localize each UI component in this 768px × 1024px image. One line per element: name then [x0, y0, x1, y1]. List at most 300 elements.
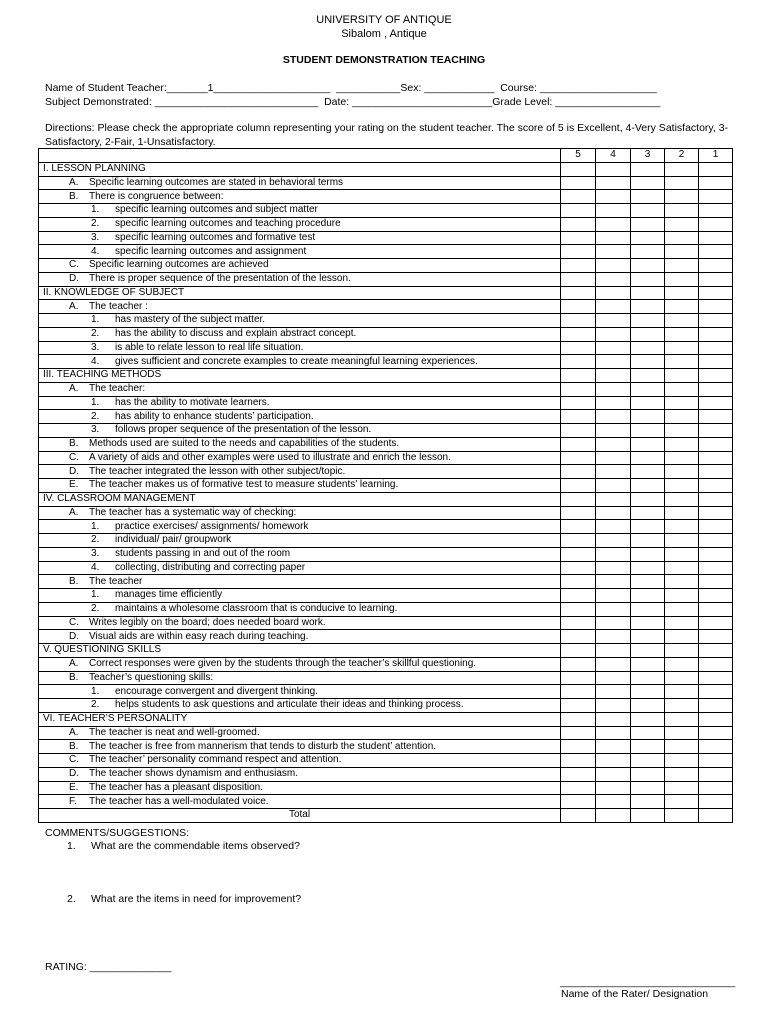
- rating-cell-3[interactable]: [631, 534, 665, 548]
- rating-cell-4[interactable]: [596, 382, 631, 396]
- item-marker: B.: [69, 671, 79, 683]
- rating-cell-3[interactable]: [631, 217, 665, 231]
- rating-cell-4[interactable]: [596, 589, 631, 603]
- rating-cell-3[interactable]: [631, 300, 665, 314]
- total-row: [39, 809, 733, 823]
- rating-cell-1[interactable]: [699, 217, 733, 231]
- rating-cell-2[interactable]: [665, 410, 699, 424]
- rating-cell-1[interactable]: [699, 795, 733, 809]
- rating-cell-1[interactable]: [699, 699, 733, 713]
- rating-cell-5[interactable]: [561, 795, 596, 809]
- item-text: Writes legibly on the board; does needed board work.: [89, 616, 326, 628]
- rating-cell-3: [631, 712, 665, 726]
- rating-cell-4[interactable]: [596, 396, 631, 410]
- rating-cell-2[interactable]: [665, 424, 699, 438]
- rating-cell-2[interactable]: [665, 341, 699, 355]
- rating-cell-1[interactable]: [699, 740, 733, 754]
- rating-cell-2[interactable]: [665, 479, 699, 493]
- section-heading: [39, 286, 561, 300]
- rating-cell-3[interactable]: [631, 382, 665, 396]
- total-cell-5[interactable]: [561, 809, 596, 823]
- item-marker: 2.: [91, 603, 100, 615]
- rating-cell-5[interactable]: [561, 424, 596, 438]
- rating-cell-3[interactable]: [631, 479, 665, 493]
- rating-cell-5[interactable]: [561, 355, 596, 369]
- rating-cell-5[interactable]: [561, 204, 596, 218]
- rating-cell-1[interactable]: [699, 451, 733, 465]
- rating-cell-3[interactable]: [631, 767, 665, 781]
- rating-cell-4[interactable]: [596, 630, 631, 644]
- rating-cell-2[interactable]: [665, 699, 699, 713]
- rating-cell-2[interactable]: [665, 451, 699, 465]
- criterion-row: [39, 699, 733, 713]
- question-1-number: 1.: [67, 840, 76, 852]
- rating-cell-2[interactable]: [665, 740, 699, 754]
- rating-cell-2[interactable]: [665, 767, 699, 781]
- rating-cell-4[interactable]: [596, 547, 631, 561]
- criterion-row: [39, 671, 733, 685]
- rating-cell-3[interactable]: [631, 602, 665, 616]
- rating-cell-2[interactable]: [665, 657, 699, 671]
- item-marker: 1.: [91, 396, 100, 408]
- rating-cell-5[interactable]: [561, 382, 596, 396]
- criterion-row: [39, 754, 733, 768]
- criterion-label: [39, 726, 561, 740]
- directions-text: Directions: Please check the appropriate column representing your rating on the student teacher. The score of 5 is Excellent, 4-Very Satisfactory, 3-Satisfactory, 2-Fair, 1-Unsatisfactory.: [45, 122, 729, 148]
- rating-cell-1[interactable]: [699, 382, 733, 396]
- rating-cell-1[interactable]: [699, 300, 733, 314]
- rating-cell-3[interactable]: [631, 630, 665, 644]
- rating-cell-1: [699, 162, 733, 176]
- rating-cell-2[interactable]: [665, 616, 699, 630]
- rating-cell-1[interactable]: [699, 589, 733, 603]
- rating-cell-4: [596, 286, 631, 300]
- item-marker: D.: [69, 630, 79, 642]
- rating-cell-2[interactable]: [665, 795, 699, 809]
- rating-cell-4[interactable]: [596, 245, 631, 259]
- rating-cell-5[interactable]: [561, 259, 596, 273]
- rating-cell-1[interactable]: [699, 314, 733, 328]
- section-title: V. QUESTIONING SKILLS: [43, 644, 162, 656]
- rating-cell-5[interactable]: [561, 726, 596, 740]
- rating-cell-4[interactable]: [596, 437, 631, 451]
- rating-cell-3[interactable]: [631, 190, 665, 204]
- rating-cell-3: [631, 492, 665, 506]
- rating-cell-2[interactable]: [665, 575, 699, 589]
- rating-cell-4[interactable]: [596, 424, 631, 438]
- rating-cell-3[interactable]: [631, 781, 665, 795]
- item-text: gives sufficient and concrete examples to create meaningful learning experiences.: [115, 355, 478, 367]
- rating-cell-3[interactable]: [631, 437, 665, 451]
- rating-cell-1[interactable]: [699, 685, 733, 699]
- item-marker: C.: [69, 451, 79, 463]
- rating-cell-1[interactable]: [699, 396, 733, 410]
- criterion-row: [39, 479, 733, 493]
- rating-cell-4[interactable]: [596, 520, 631, 534]
- rating-cell-3[interactable]: [631, 355, 665, 369]
- rating-cell-3[interactable]: [631, 561, 665, 575]
- rating-cell-2[interactable]: [665, 245, 699, 259]
- rating-cell-2[interactable]: [665, 589, 699, 603]
- item-marker: 2.: [91, 534, 100, 546]
- score-header-5: 5: [561, 149, 596, 163]
- rating-cell-5[interactable]: [561, 740, 596, 754]
- rating-cell-3[interactable]: [631, 575, 665, 589]
- rating-cell-3[interactable]: [631, 314, 665, 328]
- rating-cell-1[interactable]: [699, 176, 733, 190]
- rating-cell-4[interactable]: [596, 754, 631, 768]
- rating-cell-2[interactable]: [665, 506, 699, 520]
- university-location: Sibalom , Antique: [341, 28, 427, 40]
- criterion-label: [39, 506, 561, 520]
- rating-cell-2[interactable]: [665, 300, 699, 314]
- criterion-label: [39, 534, 561, 548]
- rating-cell-3[interactable]: [631, 616, 665, 630]
- rating-cell-3: [631, 369, 665, 383]
- rating-cell-5[interactable]: [561, 217, 596, 231]
- criterion-label: [39, 300, 561, 314]
- rating-cell-1[interactable]: [699, 479, 733, 493]
- rating-cell-4[interactable]: [596, 451, 631, 465]
- rating-cell-5[interactable]: [561, 754, 596, 768]
- rating-cell-5: [561, 369, 596, 383]
- rating-cell-4: [596, 644, 631, 658]
- criterion-label: [39, 657, 561, 671]
- rating-cell-5[interactable]: [561, 410, 596, 424]
- criterion-row: [39, 437, 733, 451]
- criterion-row: [39, 767, 733, 781]
- rating-cell-4[interactable]: [596, 272, 631, 286]
- rating-cell-1[interactable]: [699, 465, 733, 479]
- rating-cell-1[interactable]: [699, 259, 733, 273]
- item-text: The teacher has a well-modulated voice.: [89, 795, 269, 807]
- rating-cell-4[interactable]: [596, 740, 631, 754]
- subject-info-line: Subject Demonstrated: ____________________________ Date: ________________________Grade Level: __________________: [45, 96, 661, 108]
- rating-cell-5[interactable]: [561, 176, 596, 190]
- rating-cell-5[interactable]: [561, 767, 596, 781]
- header-blank-cell: [39, 149, 561, 163]
- rating-cell-2[interactable]: [665, 355, 699, 369]
- rating-cell-3[interactable]: [631, 396, 665, 410]
- criterion-row: [39, 355, 733, 369]
- rating-cell-2[interactable]: [665, 534, 699, 548]
- rating-cell-3[interactable]: [631, 451, 665, 465]
- criterion-row: [39, 575, 733, 589]
- rating-cell-2[interactable]: [665, 217, 699, 231]
- item-text: specific learning outcomes and formative test: [115, 231, 316, 243]
- rating-cell-1[interactable]: [699, 437, 733, 451]
- rating-cell-1[interactable]: [699, 602, 733, 616]
- item-text: encourage convergent and divergent thinking.: [115, 685, 318, 697]
- rating-cell-2[interactable]: [665, 259, 699, 273]
- criterion-label: [39, 437, 561, 451]
- rating-cell-2[interactable]: [665, 781, 699, 795]
- rating-cell-3[interactable]: [631, 327, 665, 341]
- item-text: manages time efficiently: [115, 589, 223, 601]
- criterion-label: [39, 561, 561, 575]
- item-marker: 3.: [91, 548, 100, 560]
- rating-cell-3[interactable]: [631, 685, 665, 699]
- rating-cell-4[interactable]: [596, 534, 631, 548]
- item-text: The teacher has a systematic way of checking:: [89, 506, 297, 518]
- rating-cell-1[interactable]: [699, 781, 733, 795]
- rating-cell-1[interactable]: [699, 424, 733, 438]
- rating-cell-5[interactable]: [561, 341, 596, 355]
- rating-cell-4[interactable]: [596, 561, 631, 575]
- rating-cell-5[interactable]: [561, 314, 596, 328]
- rating-cell-3: [631, 644, 665, 658]
- rating-cell-1[interactable]: [699, 410, 733, 424]
- criterion-row: [39, 396, 733, 410]
- item-marker: 3.: [91, 341, 100, 353]
- rating-cell-4[interactable]: [596, 699, 631, 713]
- rating-cell-5[interactable]: [561, 506, 596, 520]
- student-info-line: Name of Student Teacher:_______1____________________ ___________Sex: ____________ Course: ____________________: [45, 82, 657, 94]
- rating-cell-1[interactable]: [699, 767, 733, 781]
- criterion-row: [39, 534, 733, 548]
- rating-cell-2[interactable]: [665, 547, 699, 561]
- rating-cell-1[interactable]: [699, 272, 733, 286]
- signature-line: ______________________________: [560, 976, 736, 988]
- rating-cell-5[interactable]: [561, 327, 596, 341]
- rating-cell-1[interactable]: [699, 754, 733, 768]
- rating-cell-4[interactable]: [596, 726, 631, 740]
- rating-cell-5[interactable]: [561, 781, 596, 795]
- rating-cell-4[interactable]: [596, 231, 631, 245]
- rating-cell-1[interactable]: [699, 341, 733, 355]
- item-marker: 4.: [91, 245, 100, 257]
- rating-cell-2[interactable]: [665, 602, 699, 616]
- rating-cell-3[interactable]: [631, 176, 665, 190]
- rating-cell-1[interactable]: [699, 657, 733, 671]
- section-heading: [39, 369, 561, 383]
- rating-cell-1[interactable]: [699, 506, 733, 520]
- rating-cell-3[interactable]: [631, 424, 665, 438]
- rating-cell-4[interactable]: [596, 575, 631, 589]
- rating-cell-3[interactable]: [631, 506, 665, 520]
- item-text: Specific learning outcomes are achieved: [89, 259, 269, 271]
- rating-cell-4[interactable]: [596, 602, 631, 616]
- rating-cell-1[interactable]: [699, 231, 733, 245]
- rating-cell-1[interactable]: [699, 190, 733, 204]
- rating-cell-1[interactable]: [699, 547, 733, 561]
- rating-cell-1[interactable]: [699, 630, 733, 644]
- criterion-label: [39, 754, 561, 768]
- rating-cell-5[interactable]: [561, 616, 596, 630]
- rating-cell-3[interactable]: [631, 795, 665, 809]
- rating-cell-5[interactable]: [561, 589, 596, 603]
- rating-cell-2[interactable]: [665, 176, 699, 190]
- question-2-number: 2.: [67, 893, 76, 905]
- rating-cell-5[interactable]: [561, 245, 596, 259]
- rating-cell-5[interactable]: [561, 437, 596, 451]
- rating-cell-5[interactable]: [561, 547, 596, 561]
- rating-cell-1[interactable]: [699, 245, 733, 259]
- rating-cell-2: [665, 369, 699, 383]
- rating-cell-2: [665, 286, 699, 300]
- rating-cell-3[interactable]: [631, 410, 665, 424]
- rating-cell-1[interactable]: [699, 534, 733, 548]
- rating-cell-4[interactable]: [596, 300, 631, 314]
- item-text: The teacher: [89, 575, 143, 587]
- rating-cell-4: [596, 162, 631, 176]
- item-marker: 3.: [91, 231, 100, 243]
- criterion-row: [39, 382, 733, 396]
- item-text: There is congruence between:: [89, 190, 224, 202]
- rating-cell-1[interactable]: [699, 616, 733, 630]
- rating-cell-4[interactable]: [596, 217, 631, 231]
- rating-cell-3[interactable]: [631, 231, 665, 245]
- rating-cell-1[interactable]: [699, 726, 733, 740]
- rating-cell-2[interactable]: [665, 726, 699, 740]
- rating-cell-2[interactable]: [665, 630, 699, 644]
- rating-cell-2[interactable]: [665, 314, 699, 328]
- rating-cell-3[interactable]: [631, 204, 665, 218]
- criterion-label: [39, 547, 561, 561]
- rating-cell-2[interactable]: [665, 190, 699, 204]
- rating-cell-3[interactable]: [631, 341, 665, 355]
- rating-cell-3[interactable]: [631, 245, 665, 259]
- rating-cell-3[interactable]: [631, 754, 665, 768]
- rating-cell-4[interactable]: [596, 314, 631, 328]
- rating-cell-4: [596, 492, 631, 506]
- rating-cell-2[interactable]: [665, 671, 699, 685]
- rating-cell-2[interactable]: [665, 382, 699, 396]
- rating-cell-2[interactable]: [665, 396, 699, 410]
- rating-cell-5[interactable]: [561, 300, 596, 314]
- rating-cell-3[interactable]: [631, 259, 665, 273]
- rating-cell-5: [561, 492, 596, 506]
- rating-cell-1: [699, 369, 733, 383]
- rating-cell-2[interactable]: [665, 520, 699, 534]
- rating-cell-4[interactable]: [596, 671, 631, 685]
- rating-cell-3[interactable]: [631, 272, 665, 286]
- rating-cell-1[interactable]: [699, 327, 733, 341]
- rating-cell-5[interactable]: [561, 479, 596, 493]
- rating-cell-5[interactable]: [561, 451, 596, 465]
- item-text: The teacher :: [89, 300, 148, 312]
- item-text: collecting, distributing and correcting paper: [115, 561, 306, 573]
- rating-cell-1[interactable]: [699, 671, 733, 685]
- rating-cell-5[interactable]: [561, 685, 596, 699]
- rating-cell-2[interactable]: [665, 272, 699, 286]
- rating-cell-2[interactable]: [665, 465, 699, 479]
- rating-cell-3[interactable]: [631, 520, 665, 534]
- rating-cell-1[interactable]: [699, 561, 733, 575]
- item-text: The teacher:: [89, 383, 146, 395]
- item-marker: 1.: [91, 314, 100, 326]
- rating-cell-5[interactable]: [561, 272, 596, 286]
- rating-cell-4[interactable]: [596, 176, 631, 190]
- rating-cell-3[interactable]: [631, 657, 665, 671]
- rating-cell-2[interactable]: [665, 231, 699, 245]
- criterion-label: [39, 699, 561, 713]
- rating-cell-2[interactable]: [665, 204, 699, 218]
- rating-cell-4[interactable]: [596, 204, 631, 218]
- rating-cell-4[interactable]: [596, 795, 631, 809]
- rating-cell-5[interactable]: [561, 657, 596, 671]
- rating-cell-2[interactable]: [665, 561, 699, 575]
- rating-cell-4[interactable]: [596, 506, 631, 520]
- rating-cell-4[interactable]: [596, 781, 631, 795]
- rating-cell-3[interactable]: [631, 589, 665, 603]
- section-row: [39, 644, 733, 658]
- rating-cell-5[interactable]: [561, 465, 596, 479]
- rating-cell-3[interactable]: [631, 699, 665, 713]
- criterion-label: [39, 217, 561, 231]
- rating-cell-4[interactable]: [596, 355, 631, 369]
- rating-cell-3[interactable]: [631, 726, 665, 740]
- rating-cell-4[interactable]: [596, 685, 631, 699]
- rating-cell-4[interactable]: [596, 190, 631, 204]
- rating-cell-4[interactable]: [596, 657, 631, 671]
- criterion-label: [39, 176, 561, 190]
- rating-cell-1[interactable]: [699, 575, 733, 589]
- section-title: II. KNOWLEDGE OF SUBJECT: [43, 286, 185, 298]
- university-name: UNIVERSITY OF ANTIQUE: [316, 14, 452, 26]
- rating-cell-2[interactable]: [665, 754, 699, 768]
- rating-cell-5[interactable]: [561, 534, 596, 548]
- item-marker: 4.: [91, 355, 100, 367]
- section-row: [39, 492, 733, 506]
- rating-cell-5[interactable]: [561, 602, 596, 616]
- rating-cell-4[interactable]: [596, 479, 631, 493]
- rating-cell-5[interactable]: [561, 231, 596, 245]
- item-text: A variety of aids and other examples were used to illustrate and enrich the lesson.: [89, 451, 451, 463]
- criterion-label: [39, 231, 561, 245]
- rating-cell-5[interactable]: [561, 561, 596, 575]
- rating-cell-2[interactable]: [665, 327, 699, 341]
- rating-cell-2[interactable]: [665, 685, 699, 699]
- item-text: maintains a wholesome classroom that is conducive to learning.: [115, 603, 398, 615]
- rating-cell-1[interactable]: [699, 204, 733, 218]
- rating-cell-3[interactable]: [631, 547, 665, 561]
- item-text: has the ability to motivate learners.: [115, 396, 270, 408]
- rating-cell-5[interactable]: [561, 520, 596, 534]
- rating-cell-1[interactable]: [699, 355, 733, 369]
- total-cell-4[interactable]: [596, 809, 631, 823]
- rating-cell-5[interactable]: [561, 671, 596, 685]
- rating-cell-4[interactable]: [596, 616, 631, 630]
- rating-cell-5[interactable]: [561, 575, 596, 589]
- rating-cell-3[interactable]: [631, 671, 665, 685]
- total-cell-1[interactable]: [699, 809, 733, 823]
- rating-cell-4[interactable]: [596, 465, 631, 479]
- rating-cell-5[interactable]: [561, 699, 596, 713]
- item-marker: E.: [69, 479, 79, 491]
- total-cell-2[interactable]: [665, 809, 699, 823]
- rating-cell-3[interactable]: [631, 465, 665, 479]
- item-text: The teacher integrated the lesson with other subject/topic.: [89, 465, 346, 477]
- rating-cell-4[interactable]: [596, 259, 631, 273]
- rating-cell-4[interactable]: [596, 410, 631, 424]
- total-cell-3[interactable]: [631, 809, 665, 823]
- criterion-label: [39, 520, 561, 534]
- rating-cell-5[interactable]: [561, 630, 596, 644]
- rating-cell-4[interactable]: [596, 767, 631, 781]
- criterion-label: [39, 259, 561, 273]
- rating-cell-1[interactable]: [699, 520, 733, 534]
- rating-cell-4[interactable]: [596, 341, 631, 355]
- rating-cell-4[interactable]: [596, 327, 631, 341]
- item-text: is able to relate lesson to real life situation.: [115, 341, 304, 353]
- criterion-row: [39, 204, 733, 218]
- criterion-row: [39, 602, 733, 616]
- rating-cell-3[interactable]: [631, 740, 665, 754]
- rating-cell-2[interactable]: [665, 437, 699, 451]
- rating-cell-5[interactable]: [561, 396, 596, 410]
- rating-cell-5[interactable]: [561, 190, 596, 204]
